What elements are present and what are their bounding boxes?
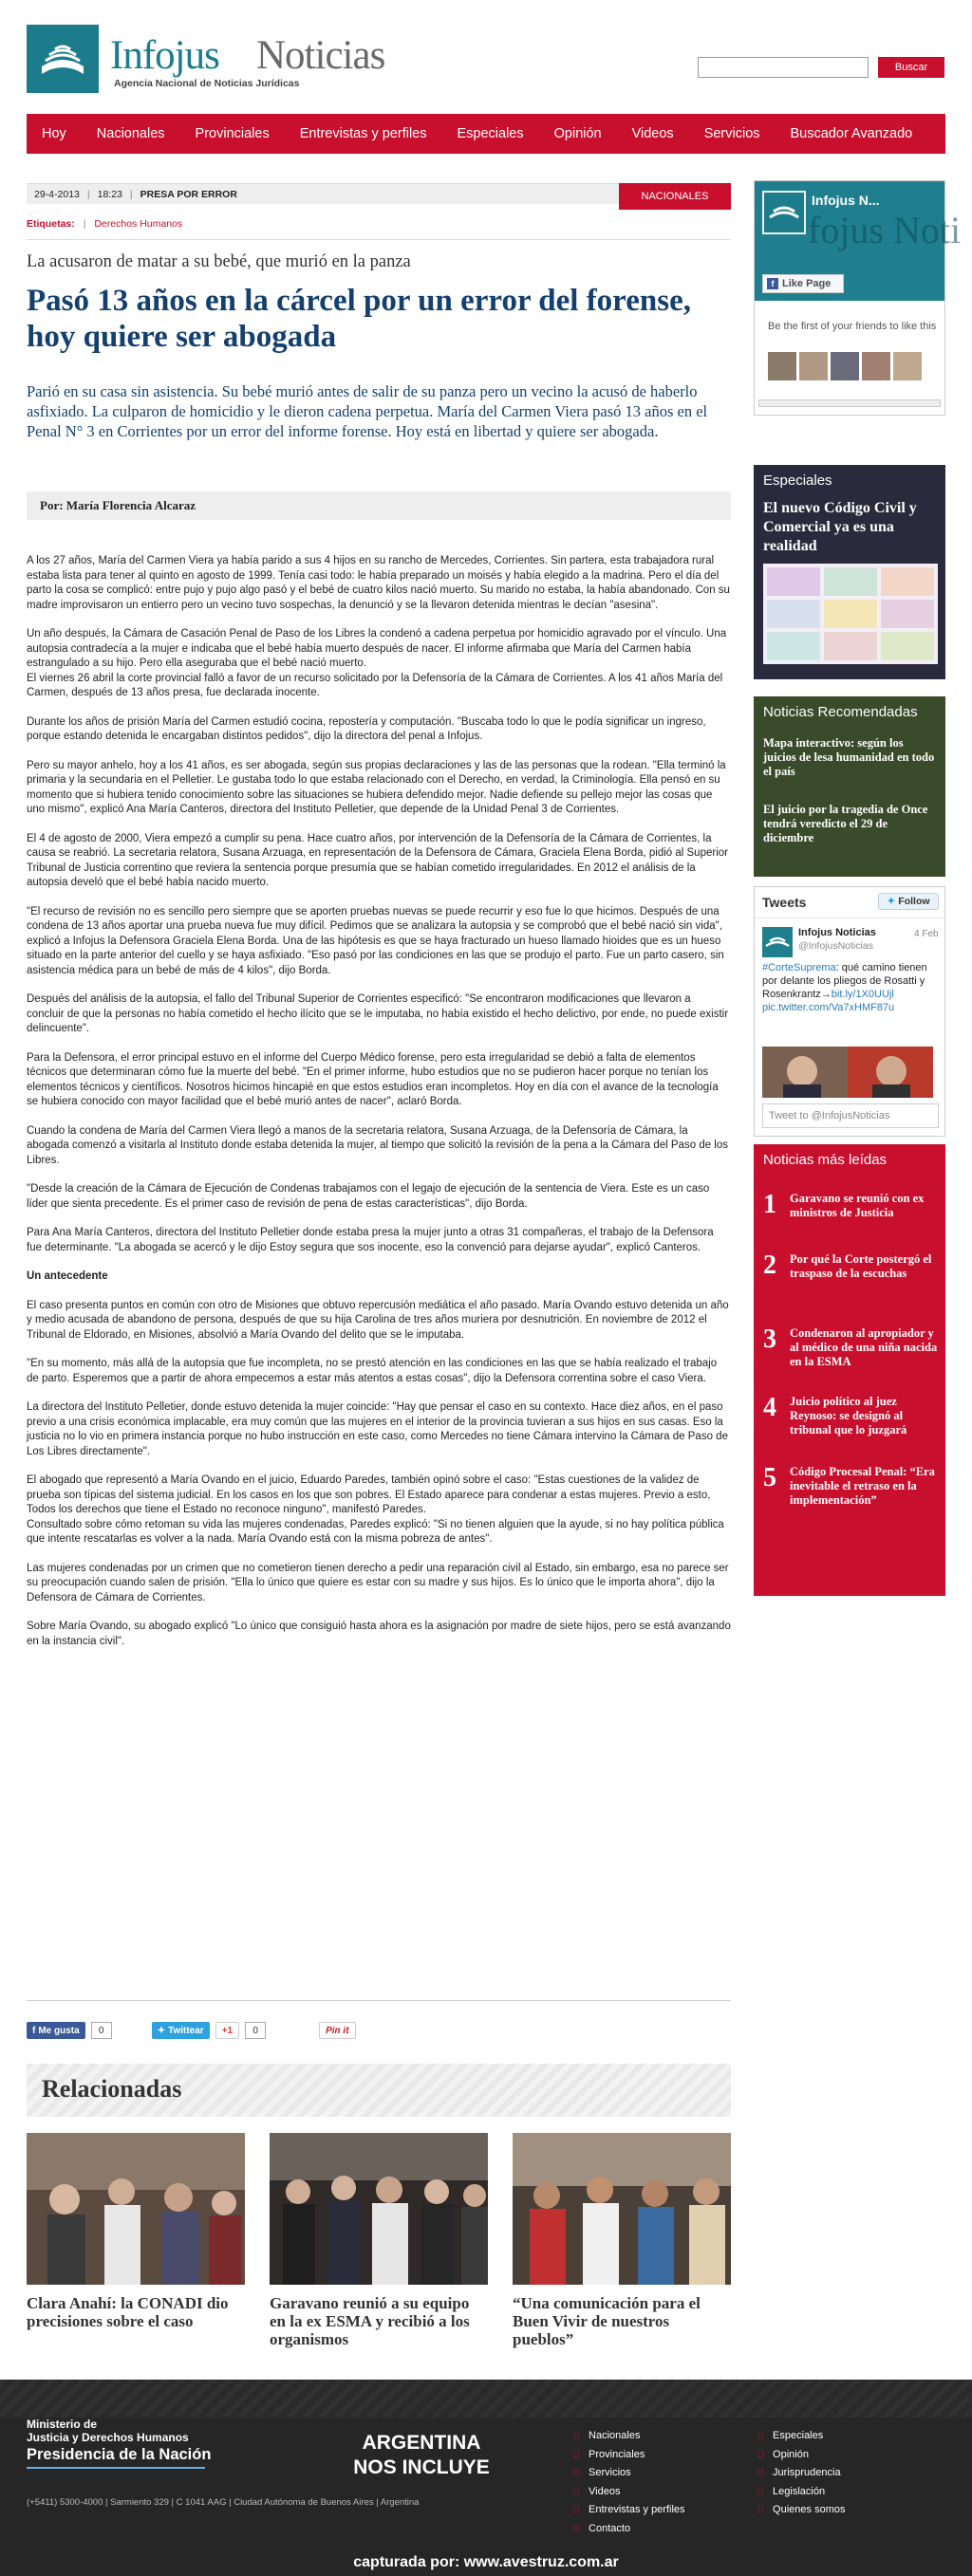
- body-paragraph: Pero su mayor anhelo, hoy a los 41 años, es ser abogada, según sus propias declaraciones y las de las personas que la rodean. "Ella terminó la primaria y la secundaria en el Pelletier. Le gustaba todo lo que estaba relacionado con el Derecho, en verdad, la Criminología. Ella pensó en su momento que si hubiera tenido conocimiento sobre las situaciones se hubiera defendido mejor. Nadie defiende su pellejo mejor las cosas que uno mismo", explicó Ana María Canteros, directora del Instituto Pelletier, que depende de la Unidad Penal 3 de Corrientes.: [27, 759, 726, 815]
- capture-credit: capturada por: www.avestruz.com.ar: [353, 2554, 619, 2570]
- related-caption[interactable]: Clara Anahí: la CONADI dio precisiones sobre el caso: [27, 2294, 229, 2330]
- nav-item-buscador[interactable]: Buscador Avanzado: [790, 126, 913, 141]
- footer-link[interactable]: □ Opinión: [757, 2446, 845, 2465]
- body-paragraph: Durante los años de prisión María del Carmen estudió cocina, repostería y computación. "Buscaba todo lo que le podía significar un ingreso, porque estando detenida le encargaban distintos pedidos", dijo la directora del penal a Infojus.: [27, 715, 706, 742]
- nav-item-especiales[interactable]: Especiales: [457, 126, 524, 141]
- body-paragraph: El 4 de agosto de 2000, Viera empezó a cumplir su pena. Hace cuatro años, por intervención de la Defensoría de la Cámara de Corrientes, la causa se reabrió. La secretaria relatora, Susana Arzuaga, en representación de la Defensora de Cámara, Graciela Elena Borda, pidió al Superior Tribunal de Justicia correntino que reviera la sentencia porque presumía que se habían cometido irregularidades. En 2012 el análisis de la autopsia develó que el bebé había nacido muerto.: [27, 832, 728, 888]
- body-paragraph: "Desde la creación de la Cámara de Ejecución de Condenas trabajamos con el legajo de ejecución de la sentencia de Viera. Este es un caso líder que sienta precedente. Es el primer caso de revisión de pena de estas características", dijo Borda.: [27, 1183, 710, 1210]
- facebook-page-name[interactable]: Infojus N...: [812, 193, 880, 208]
- body-paragraph: La directora del Instituto Pelletier, donde estuvo detenida la mujer coincide: "Hay que pensar el caso en su contexto. Hace diez años, en el paso previo a una crisis económica implacable, era muy común que las mujeres en el interior de la provincia tuvieran a sus hijos en sus casas. Eso la justicia no lo vio en primera instancia porque no hubo instrucción en este caso, como Mercedes no tiene Cámara intervino la Cámara de Paso de Los Libres directamente".: [27, 1401, 728, 1457]
- body-subhead: Un antecedente: [27, 1270, 108, 1282]
- tweet-avatar[interactable]: [762, 927, 793, 957]
- horizontal-scrollbar[interactable]: [758, 399, 941, 407]
- tweet-to-input[interactable]: Tweet to @InfojusNoticias: [762, 1103, 939, 1128]
- divider: [27, 2000, 731, 2001]
- body-paragraph: Las mujeres condenadas por un crimen que no cometieron tienen derecho a pedir una reparación civil al Estado, sin embargo, esa no parece ser su preocupación cuando salen de prisión. "Ella lo único que quiere es estar con su madre y sus hijos. Es lo único que le importa ahora", dijo la Defensora de Cámara de Corrientes.: [27, 1562, 729, 1603]
- tweet-body: : qué camino tienen por delante los pliegos de Rosatti y Rosenkrantz→: [762, 962, 927, 1000]
- site-footer: [0, 2380, 972, 2576]
- body-paragraph: El caso presenta puntos en común con otro de Misiones que obtuvo repercusión mediática el año pasado. María Ovando estuvo detenida un año y medio acusada de abandono de persona, después de que su hija Carolina de tres años muriera por desnutrición. En noviembre de 2012 el Tribunal de Eldorado, en Misiones, absolvió a María Ovando del delito que se le imputaba.: [27, 1299, 729, 1341]
- facebook-widget: [754, 180, 962, 416]
- body-paragraph: Un año después, la Cámara de Casación Penal de Paso de los Libres la condenó a cadena perpetua por homicidio agravado por el vínculo. Una autopsia contradecía a la mujer e indicaba que el bebé había muerto después de nacer. El informe afirmaba que María del Carmen había estrangulado a su hijo. Pero ella aseguraba que el bebé nació muerto. El viernes 26 abril la corte provincial falló a favor de un recurso solicitado por la Defensoría de la Cámara de Corrientes. A los 41 años María del Carmen, después de 13 años presa, fue declarada inocente.: [27, 628, 727, 698]
- facebook-cover[interactable]: [755, 181, 962, 301]
- facebook-icon: f: [767, 278, 778, 289]
- main-nav: [27, 114, 945, 154]
- tweet-link[interactable]: bit.ly/1X0UUjl: [831, 989, 894, 1000]
- site-header: [0, 0, 972, 112]
- tags-row: Etiquetas: | Derechos Humanos: [27, 218, 183, 230]
- mas-leidas-box: [754, 1144, 945, 1596]
- footer-presidencia[interactable]: Presidencia de la Nación: [27, 2446, 212, 2463]
- mas-leida-link[interactable]: Juicio político al juez Reynoso: se designó al tribunal que lo juzgará: [790, 1395, 907, 1436]
- rank-number: 3: [763, 1325, 776, 1354]
- footer-link[interactable]: □ Especiales: [757, 2427, 845, 2446]
- pinterest-button[interactable]: Pin it: [319, 2022, 355, 2039]
- facebook-like-button[interactable]: [27, 2022, 85, 2039]
- nav-item-opinion[interactable]: Opinión: [553, 126, 602, 141]
- body-paragraph: "El recurso de revisión no es sencillo pero siempre que se aporten pruebas nuevas se puede recurrir y eso fue lo que hicimos. Después de una condena de 13 años aportar una prueba nueva fue muy difícil. Pedimos que se analizara la autopsia y se comprobó que el bebé nació sin vida", explicó a Infojus la Defensora Graciela Elena Borda. Una de las hipótesis es que se haya fracturado un hueso llamado hioides que es un hueso situado en la parte anterior del cuello y se haya asfixiado. "Eso pasó por las condiciones en las que se produjo el parto. Fue un parto casero, sin asistencia médica para un bebé de más de 4 kilos", dijo Borda.: [27, 905, 724, 976]
- facebook-like-count: 0: [91, 2022, 112, 2039]
- search-input[interactable]: [698, 57, 869, 78]
- article-date: 29-4-2013: [34, 188, 80, 200]
- related-caption[interactable]: Garavano reunió a su equipo en la ex ESMA y recibió a los organismos: [270, 2294, 470, 2348]
- twitter-icon: ✦: [157, 2025, 166, 2036]
- footer-link[interactable]: □ Legislación: [757, 2483, 845, 2502]
- especiales-box: [754, 465, 945, 679]
- footer-link[interactable]: □ Jurisprudencia: [757, 2464, 845, 2483]
- body-paragraph: Cuando la condena de María del Carmen Viera llegó a manos de la secretaria relatora, Susana Arzuaga, de la Defensoría de Cámara, la abogada comenzó a visitarla al Instituto donde estaba detenida la mujer, al tiempo que solicitó la revisión de la pena a la Cámara del Paso de los Libres.: [27, 1124, 729, 1166]
- footer-link[interactable]: □ Videos: [573, 2483, 685, 2502]
- friend-avatar[interactable]: [862, 352, 890, 380]
- article-author: Por: María Florencia Alcaraz: [27, 491, 731, 520]
- tweet-author-name[interactable]: Infojus Noticias: [798, 927, 876, 938]
- friend-avatar[interactable]: [799, 352, 828, 380]
- body-paragraph: Para la Defensora, el error principal estuvo en el informe del Cuerpo Médico forense, pero esta irregularidad se debió a falta de elementos técnicos que determinaran cómo fue la muerte del bebé. "En el primer informe, hubo estudios que no se pudieron hacer porque no tenían los elementos técnicos y científicos. Nosotros hicimos hincapié en que estos estudios eran incompletos. Hoy en día con el avance de la tecnología se hubiera conocido con mayor facilidad que el bebé murió antes de nacer", aclaró Borda.: [27, 1051, 719, 1107]
- logo-icon[interactable]: [27, 25, 99, 93]
- mas-leida-link[interactable]: Por qué la Corte postergó el traspaso de la escuchas: [790, 1252, 932, 1280]
- footer-link[interactable]: □ Servicios: [573, 2464, 685, 2483]
- friend-avatar[interactable]: [831, 352, 859, 380]
- rank-number: 5: [763, 1463, 776, 1492]
- related-header: [27, 2064, 731, 2117]
- tweet-photo[interactable]: [762, 1047, 933, 1098]
- article-kicker: La acusaron de matar a su bebé, que murió en la panza: [27, 252, 411, 271]
- logo-subtitle: Agencia Nacional de Noticias Jurídicas: [114, 78, 300, 89]
- related-image[interactable]: [270, 2133, 488, 2285]
- tweet-label: Twittear: [168, 2025, 204, 2036]
- share-bar: [27, 2021, 356, 2040]
- body-paragraph: Sobre María Ovando, su abogado explicó "Lo único que consiguió hasta ahora es la asignación por madre de siete hijos, pero se está avanzando en la instancia civil".: [27, 1621, 731, 1647]
- footer-link[interactable]: □ Nacionales: [573, 2427, 685, 2446]
- google-plus-button[interactable]: +1: [215, 2022, 239, 2039]
- google-plus-count: 0: [245, 2022, 266, 2039]
- recomendadas-box: [754, 696, 945, 877]
- nav-item-entrevistas[interactable]: Entrevistas y perfiles: [299, 126, 427, 141]
- divider: [27, 239, 731, 240]
- body-paragraph: A los 27 años, María del Carmen Viera ya había parido a sus 4 hijos en su rancho de Mercedes, Corrientes. Sin partera, esta trabajadora rural estaba lista para tener al quinto en agosto de 1999. Tenía casi todo: le había preparado un moisés y había elegido a la madrina. Pero el día del parto la cosa se complicó: entre pujo y pujo algo pasó y el bebé de cuatro kilos nació muerto. Su marido no estaba, la había abandonado. Con su madre improvisaron un entierro pero un vecino tuvo sospechas, la denunció y se la llevaron detenida mientras le decían "asesina".: [27, 555, 730, 611]
- section-badge[interactable]: NACIONALES: [619, 183, 731, 210]
- meta-separator: |: [129, 188, 133, 200]
- related-card[interactable]: [27, 2133, 245, 2330]
- footer-link[interactable]: □ Contacto: [573, 2520, 685, 2539]
- recomendadas-title: Noticias Recomendadas: [763, 704, 918, 720]
- facebook-like-page-button[interactable]: [762, 274, 844, 293]
- article-source: PRESA POR ERROR: [140, 188, 237, 200]
- footer-links-col2: [757, 2427, 845, 2520]
- tweet-pic-link[interactable]: pic.twitter.com/Va7xHMF87u: [762, 1002, 895, 1013]
- article-headline: Pasó 13 años en la cárcel por un error del forense, hoy quiere ser abogada: [27, 284, 691, 354]
- rank-number: 2: [763, 1251, 776, 1280]
- especiales-title: Especiales: [763, 473, 832, 489]
- footer-links-col1: [573, 2427, 685, 2538]
- logo-noticias[interactable]: Noticias: [256, 33, 385, 78]
- facebook-friends-text: Be the first of your friends to like this: [768, 321, 937, 332]
- rank-number: 1: [763, 1190, 776, 1219]
- footer-link[interactable]: □ Entrevistas y perfiles: [573, 2501, 685, 2520]
- nav-item-provinciales[interactable]: Provinciales: [195, 126, 270, 141]
- related-card[interactable]: [513, 2133, 731, 2348]
- facebook-cover-text: fojus Noti: [808, 209, 962, 251]
- footer-link[interactable]: □ Quienes somos: [757, 2501, 845, 2520]
- footer-argentina-logo[interactable]: ARGENTINA NOS INCLUYE: [353, 2432, 490, 2478]
- nav-item-nacionales[interactable]: Nacionales: [96, 126, 165, 141]
- divider: [755, 917, 944, 918]
- twitter-follow-label: Follow: [898, 896, 930, 907]
- body-paragraph: Después del análisis de la autopsia, el fallo del Tribunal Superior de Corrientes especificó: "Se encontraron modificaciones que llevaron a concluir de que la personas no había cometido el hecho ilícito que se le imputaba, no había existido el hecho delictivo, por ende, no puede existir delincuente".: [27, 993, 729, 1034]
- tweet-text: [762, 961, 939, 1014]
- search-button[interactable]: Buscar: [878, 57, 944, 78]
- facebook-like-page-label: Like Page: [782, 278, 832, 289]
- mas-leida-link[interactable]: Condenaron al apropiador y al médico de una niña nacida en la ESMA: [790, 1326, 938, 1368]
- footer-link[interactable]: □ Provinciales: [573, 2446, 685, 2465]
- tweet-hashtag[interactable]: #CorteSuprema: [762, 962, 836, 973]
- rank-number: 4: [763, 1393, 776, 1422]
- facebook-like-label: Me gusta: [38, 2025, 80, 2036]
- article-lead: Parió en su casa sin asistencia. Su bebé murió antes de salir de su panza pero un vecino la acusó de haberlo asfixiado. La culparon de homicidio y le dieron cadena perpetua. María del Carmen Viera pasó 13 años en el Penal N° 3 en Corrientes por un error del informe forense. Hoy está en libertad y quiere ser abogada.: [27, 382, 708, 440]
- meta-separator: |: [86, 188, 90, 200]
- article-time: 18:23: [97, 188, 122, 200]
- footer-pattern: [0, 2380, 972, 2418]
- mas-leida-link[interactable]: Código Procesal Penal: “Era inevitable el retraso en la implementación”: [790, 1465, 935, 1507]
- recomendada-link[interactable]: El juicio por la tragedia de Once tendrá veredicto el 29 de diciembre: [763, 803, 928, 844]
- twitter-bird-icon: ✦: [887, 896, 896, 907]
- tag-link[interactable]: Derechos Humanos: [94, 218, 183, 230]
- mas-leida-link[interactable]: Garavano se reunió con ex ministros de Justicia: [790, 1192, 925, 1219]
- logo-infojus[interactable]: Infojus: [110, 33, 219, 78]
- tweet-author-handle[interactable]: @InfojusNoticias: [798, 940, 873, 952]
- facebook-page-avatar[interactable]: [762, 191, 806, 234]
- nav-item-videos[interactable]: Videos: [631, 126, 674, 141]
- mas-leidas-title: Noticias más leídas: [763, 1152, 888, 1168]
- especiales-image[interactable]: [763, 564, 938, 664]
- especiales-headline[interactable]: El nuevo Código Civil y Comercial ya es una realidad: [763, 500, 917, 554]
- nav-item-servicios[interactable]: Servicios: [703, 126, 760, 141]
- friend-avatar[interactable]: [893, 352, 922, 380]
- twitter-follow-button[interactable]: [878, 893, 939, 910]
- tweets-title: Tweets: [762, 895, 807, 910]
- related-image[interactable]: [27, 2133, 245, 2285]
- tweet-button[interactable]: [152, 2022, 210, 2039]
- nav-item-hoy[interactable]: Hoy: [42, 126, 66, 141]
- body-paragraph: "En su momento, más allá de la autopsia que fue incompleta, no se prestó atención en las condiciones en las que se había realizado el trabajo de parto. Esperemos que a partir de ahora empecemos a estar más atentos a estas cosas", dijo la Defensora correntina sobre el caso Viera.: [27, 1358, 718, 1384]
- related-caption[interactable]: “Una comunicación para el Buen Vivir de nuestros pueblos”: [513, 2294, 701, 2348]
- tags-label: Etiquetas:: [27, 218, 75, 230]
- tweet-date[interactable]: 4 Feb: [914, 929, 939, 939]
- facebook-icon: f: [32, 2025, 36, 2036]
- body-paragraph: Para Ana María Canteros, directora del Instituto Pelletier donde estaba presa la mujer junto a otras 31 compañeras, el trabajo de la Defensora fue determinante. "La abogada se acercó y le dijo Estoy segura que sos inocente, eso la convenció para dejarse ayudar", explicó Canteros.: [27, 1227, 714, 1253]
- article-body: [27, 554, 731, 1663]
- footer-ministerio[interactable]: Ministerio de Justicia y Derechos Humanos: [27, 2418, 189, 2444]
- facebook-friend-thumbs: [768, 352, 922, 380]
- twitter-widget: [754, 886, 945, 1137]
- body-paragraph: El abogado que representó a María Ovando en el juicio, Eduardo Paredes, también opinó sobre el caso: "Estas cuestiones de la validez de prueba son típicas del sistema judicial. En los casos en los que son pobres. El Estado aparece para condenar a estas mujeres. Previo a esto, Todos los derechos que tiene el Estado no reconoce ninguno", manifestó Paredes. Consultado sobre cómo retoman su vida las mujeres condenadas, Paredes explicó: "Si no tienen alguien que la ayude, si no hay política pública que intente rescatarlas es volver a la nada. María Ovando está con la misma pobreza de antes".: [27, 1474, 724, 1545]
- related-title: Relacionadas: [42, 2075, 182, 2103]
- friend-avatar[interactable]: [768, 352, 796, 380]
- footer-address: (+5411) 5300-4000 | Sarmiento 329 | C 1041 AAG | Ciudad Autónoma de Buenos Aires | Argentina: [27, 2497, 420, 2508]
- footer-accent-bar: [27, 2467, 205, 2469]
- recomendada-link[interactable]: Mapa interactivo: según los juicios de lesa humanidad en todo el país: [763, 736, 935, 778]
- related-image[interactable]: [513, 2133, 731, 2285]
- related-card[interactable]: [270, 2133, 488, 2348]
